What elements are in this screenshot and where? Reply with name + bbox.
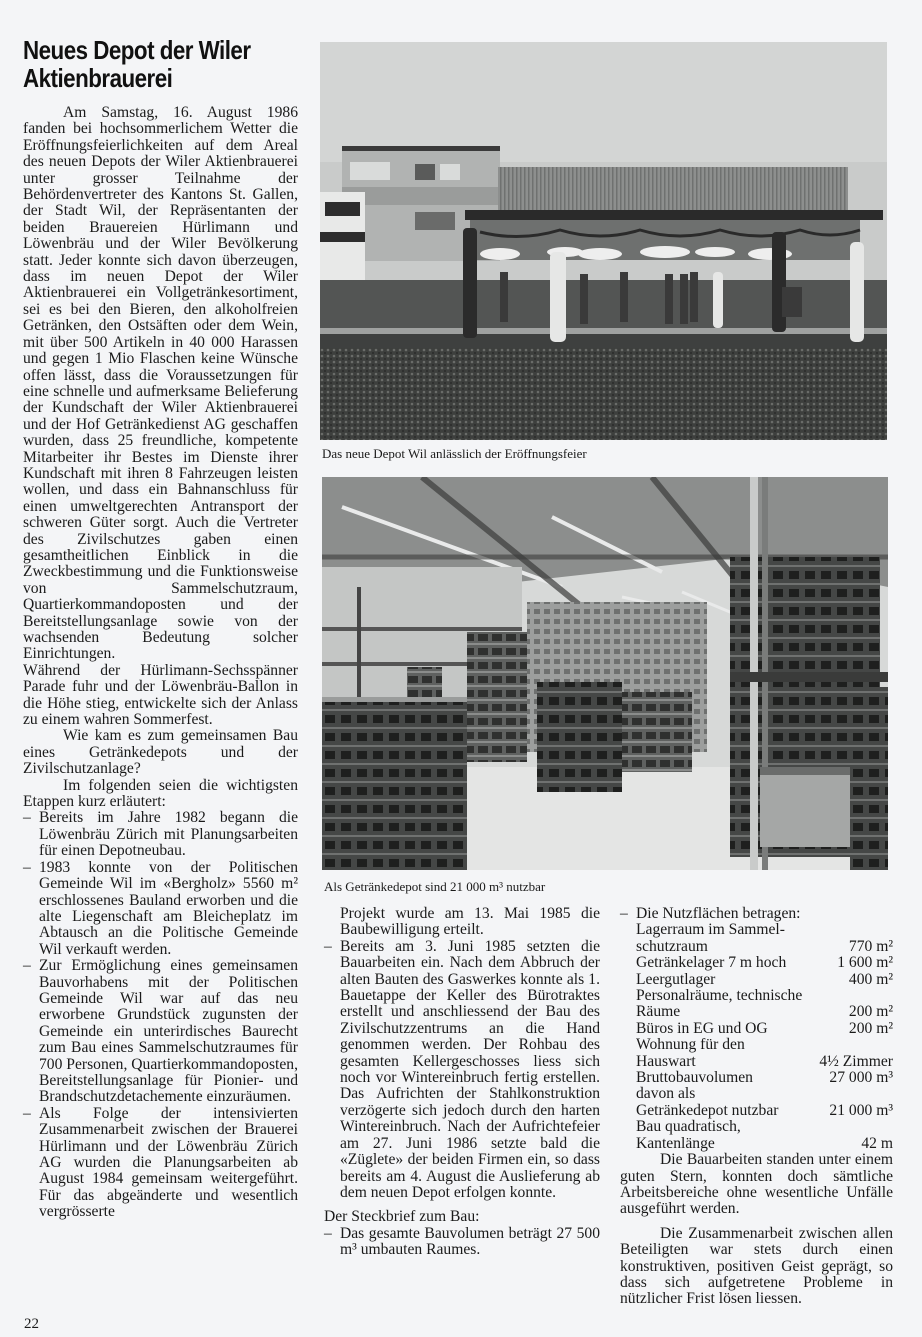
stage-item: – Bereits im Jahre 1982 begann die Löwenbräu Zürich mit Planungsarbeiten für einen Depotneubau. xyxy=(23,810,298,859)
stage-item: – Zur Ermöglichung eines gemeinsamen Bauvorhabens mit der Politischen Gemeinde Wil war auf das neu erworbene Grundstück zugunsten der Gemeinde ein unterirdisches Baurecht zum Bau eines Sammelschutzraumes für 700 Personen, Quartierkommandoposten, Bereitstellungsanlage für Pionier- und Brandschutzdetachemente einzuräumen. xyxy=(23,958,298,1106)
fact-row: Bau quadratisch, Kantenlänge 42 m xyxy=(636,1118,893,1152)
stage-item: – 1983 konnte von der Politischen Gemeinde Wil im «Bergholz» 5560 m² erschlossenes Bauland erworben und die alte Liegenschaft am Bleicheplatz im Abtausch an die Politische Gemeinde Wil verkauft werden. xyxy=(23,860,298,958)
fact-row: Getränkelager 7 m hoch 1 600 m² xyxy=(636,954,893,972)
parade-paragraph: Während der Hürlimann-Sechsspänner Parade fuhr und der Löwenbräu-Ballon in die Höhe stieg, entwickelte sich der Anlass zu einem wahren Sommerfest. xyxy=(23,661,298,729)
facts-table xyxy=(620,922,893,1152)
column-left xyxy=(23,105,298,1221)
safety-paragraph: Die Bauarbeiten standen unter einem guten Stern, konnten doch sämtliche Arbeitsbereiche ohne wesentliche Unfälle ausgeführt werden. xyxy=(620,1151,893,1218)
fact-value: 200 m² xyxy=(848,1019,893,1037)
fact-value: 4½ Zimmer xyxy=(819,1052,893,1070)
opening-photo-image xyxy=(320,42,887,440)
cooperation-paragraph: Die Zusammenarbeit zwischen allen Beteiligten war stets durch einen konstruktiven, positiven Geist geprägt, so dass sich aufgetretene Probleme in nützlicher Frist lösen liessen. xyxy=(620,1224,893,1308)
title-line-1: Neues Depot der Wiler xyxy=(23,35,251,65)
warehouse-photo-image xyxy=(322,477,888,870)
continued-paragraph: Projekt wurde am 13. Mai 1985 die Baubewilligung erteilt. xyxy=(340,905,600,939)
stages-intro: Im folgenden seien die wichtigsten Etappen kurz erläutert: xyxy=(23,776,298,811)
question-paragraph: Wie kam es zum gemeinsamen Bau eines Getränkedepots und der Zivilschutzanlage? xyxy=(23,727,298,778)
photo-caption-top: Das neue Depot Wil anlässlich der Eröffnungsfeier xyxy=(322,446,587,461)
title-line-2: Aktienbrauerei xyxy=(23,63,173,93)
page-number: 22 xyxy=(24,1316,39,1332)
fact-row: Bruttobauvolumen 27 000 m³ xyxy=(636,1069,893,1087)
facts-heading: – Die Nutzflächen betragen: xyxy=(620,906,893,922)
stage-item: – Als Folge der intensivierten Zusammenarbeit zwischen der Brauerei Hürlimann und der Löwenbräu Zürich AG wurden die Planungsarbeiten ab August 1984 gemeinsam weitergeführt. Für das abgeänderte und wesentlich vergrösserte xyxy=(23,1106,298,1221)
fact-value: 200 m² xyxy=(848,1003,893,1021)
fact-row: Büros in EG und OG 200 m² xyxy=(636,1019,893,1037)
column-right xyxy=(620,906,893,1308)
photo-warehouse-interior xyxy=(322,477,888,870)
intro-paragraph: Am Samstag, 16. August 1986 fanden bei hochsommerlichem Wetter die Eröffnungsfeierlichkeiten auf dem Areal des neuen Depots der Wiler Aktienbrauerei unter grosser Teilnahme der Behördenvertreter des Kantons St. Gallen, der Stadt Wil, der Repräsentanten der beiden Brauereien Hürlimann und Löwenbräu und der Wiler Bevölkerung statt. Jeder konnte sich davon überzeugen, dass im neuen Depot der Wiler Aktienbrauerei ein Vollgetränkesortiment, sei es bei den Bieren, den alkoholfreien Getränken, den Ostsäften oder dem Wein, mit über 500 Artikeln in 40 000 Harassen und gegen 1 Mio Flaschen keine Wünsche offen lässt, dass die Voraussetzungen für eine schnelle und aufmerksame Belieferung der Kundschaft der Wiler Aktienbrauerei und der Hof Getränkedienst AG geschaffen wurden, dass 25 freundliche, kompetente Mitarbeiter ihr Bestes im Dienste ihrer Kundschaft mit ihren 8 Fahrzeugen leisten wollen, und dass ein Bahnanschluss für einen umweltgerechten Antransport der schweren Güter sorgt. Auch die Vertreter des Zivilschutzes gaben einen gesamtheitlichen Einblick in die Zweckbestimmung und die Funktionsweise von Sammelschutzraum, Quartierkommandoposten und der Bereitstellungsanlage sowie von der wachsenden Bedeutung solcher Einrichtungen. xyxy=(23,104,298,663)
fact-row: Personalräume, technische Räume 200 m² xyxy=(636,987,893,1021)
fact-value: 400 m² xyxy=(848,970,893,988)
fact-value: 770 m² xyxy=(848,937,893,955)
steckbrief-heading: Der Steckbrief zum Bau: xyxy=(324,1208,480,1226)
fact-value: 1 600 m² xyxy=(837,954,893,972)
photo-caption-bottom: Als Getränkedepot sind 21 000 m³ nutzbar xyxy=(324,879,546,894)
stage-item: – Bereits am 3. Juni 1985 setzten die Bauarbeiten ein. Nach dem Abbruch der alten Bauten des Gaswerkes konnte als 1. Bauetappe der Keller des Bürotraktes erstellt und anschliessend der Bau des Zivilschutzzentrums an die Hand genommen werden. Der Rohbau des gesamten Kellergeschosses liess sich noch vor Wintereinbruch fertig erstellen. Das Aufrichten der Stahlkonstruktion verzögerte sich jedoch durch den harten Wintereinbruch. Nach der Aufrichtefeier am 27. Juni 1986 setzte bald die «Züglete» der beiden Firmen ein, so dass bereits am 4. August die Auslieferung ab dem neuen Depot erfolgen konnte. xyxy=(324,939,600,1202)
fact-row: Wohnung für den Hauswart 4½ Zimmer xyxy=(636,1036,893,1070)
photo-opening-celebration xyxy=(320,42,887,440)
fact-value: 27 000 m³ xyxy=(829,1069,893,1087)
steckbrief-item: – Das gesamte Bauvolumen beträgt 27 500 m³ umbauten Raumes. xyxy=(324,1226,600,1259)
fact-row: Lagerraum im Sammel- schutzraum 770 m² xyxy=(636,921,893,955)
article-title xyxy=(23,36,315,92)
fact-value: 42 m xyxy=(861,1134,893,1152)
fact-row: davon als Getränkedepot nutzbar 21 000 m³ xyxy=(636,1085,893,1119)
fact-value: 21 000 m³ xyxy=(829,1101,893,1119)
column-middle xyxy=(324,906,600,1259)
fact-row: Leergutlager 400 m² xyxy=(636,970,893,988)
